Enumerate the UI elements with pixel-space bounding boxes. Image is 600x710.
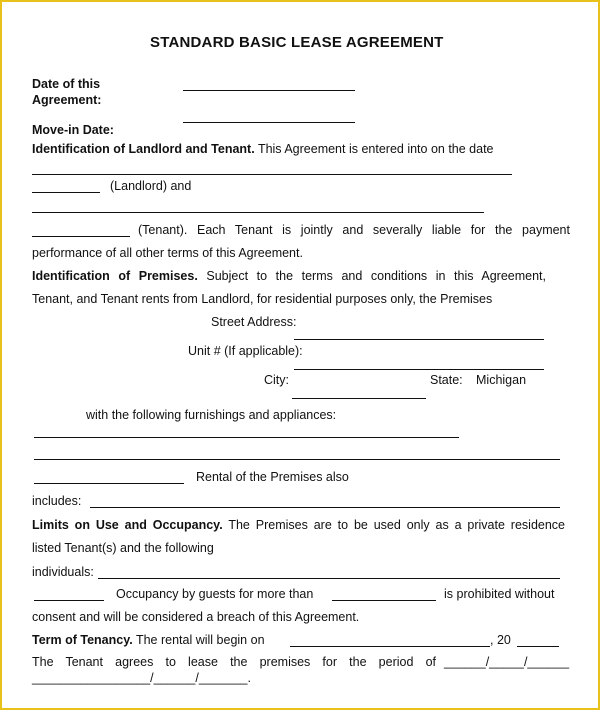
breach-text: consent and will be considered a breach of this Agreement. bbox=[32, 610, 360, 624]
term-text: The rental will begin on bbox=[135, 633, 265, 647]
premises-heading: Identification of Premises. bbox=[32, 269, 198, 283]
furnishings-field-3[interactable] bbox=[34, 483, 184, 484]
occupancy-text: Occupancy by guests for more than bbox=[116, 587, 314, 601]
rental-includes-text: Rental of the Premises also bbox=[196, 470, 349, 484]
period-field[interactable]: ______/_____/______ bbox=[444, 655, 570, 669]
agreement-date-field[interactable] bbox=[183, 90, 355, 91]
premises-text-2: Tenant, and Tenant rents from Landlord, for residential purposes only, the Premises bbox=[32, 292, 493, 306]
date-label-line1: Date of this bbox=[32, 77, 101, 91]
limits-paragraph bbox=[32, 518, 565, 533]
city-field[interactable] bbox=[292, 398, 426, 399]
movein-date-field[interactable] bbox=[183, 122, 355, 123]
tenant-name-field[interactable] bbox=[32, 212, 484, 213]
movein-date-label: Move-in Date: bbox=[32, 123, 114, 137]
start-year-field[interactable] bbox=[517, 646, 559, 647]
ident-paragraph bbox=[32, 142, 494, 157]
tenant-name-field-2[interactable] bbox=[32, 236, 130, 237]
furnishings-field-2[interactable] bbox=[34, 459, 560, 460]
individuals-label: individuals: bbox=[32, 565, 94, 579]
document-title: STANDARD BASIC LEASE AGREEMENT bbox=[150, 34, 444, 51]
entered-date-field[interactable] bbox=[32, 174, 512, 175]
furnishings-field-1[interactable] bbox=[34, 437, 459, 438]
unit-label: Unit # (If applicable): bbox=[188, 344, 303, 358]
tenant-liability-text: (Tenant). Each Tenant is jointly and severally liable for the payment bbox=[138, 223, 570, 237]
state-value: Michigan bbox=[476, 373, 527, 387]
premises-paragraph bbox=[32, 269, 546, 284]
start-date-field[interactable] bbox=[290, 646, 490, 647]
year-prefix: , 20 bbox=[490, 633, 511, 647]
includes-field[interactable] bbox=[90, 507, 560, 508]
furnishings-text: with the following furnishings and appliances: bbox=[86, 408, 337, 422]
street-address-field[interactable] bbox=[294, 339, 544, 340]
individuals-field-2[interactable] bbox=[34, 600, 104, 601]
term-heading: Term of Tenancy. bbox=[32, 633, 133, 647]
street-address-label: Street Address: bbox=[211, 315, 297, 329]
period-field-2[interactable]: _________________/______/_______. bbox=[32, 671, 251, 685]
city-label: City: bbox=[264, 373, 289, 387]
tenant-agrees-text: The Tenant agrees to lease the premises for the period of bbox=[32, 655, 436, 669]
tenant-liability-text-2: performance of all other terms of this Agreement. bbox=[32, 246, 303, 260]
landlord-name-field[interactable] bbox=[32, 192, 100, 193]
term-paragraph bbox=[32, 633, 265, 648]
ident-text: This Agreement is entered into on the date bbox=[257, 142, 494, 156]
unit-field[interactable] bbox=[294, 369, 544, 370]
limits-heading: Limits on Use and Occupancy. bbox=[32, 518, 223, 532]
prohibited-text: is prohibited without bbox=[444, 587, 555, 601]
landlord-label: (Landlord) and bbox=[110, 179, 192, 193]
includes-label: includes: bbox=[32, 494, 82, 508]
state-label: State: bbox=[430, 373, 463, 387]
individuals-field[interactable] bbox=[98, 578, 560, 579]
date-label-line2: Agreement: bbox=[32, 93, 102, 107]
ident-heading: Identification of Landlord and Tenant. bbox=[32, 142, 255, 156]
listed-tenants-text: listed Tenant(s) and the following bbox=[32, 541, 214, 555]
limits-text: The Premises are to be used only as a private residence bbox=[228, 518, 566, 532]
guest-days-field[interactable] bbox=[332, 600, 436, 601]
premises-text: Subject to the terms and conditions in this Agreement, bbox=[206, 269, 546, 283]
